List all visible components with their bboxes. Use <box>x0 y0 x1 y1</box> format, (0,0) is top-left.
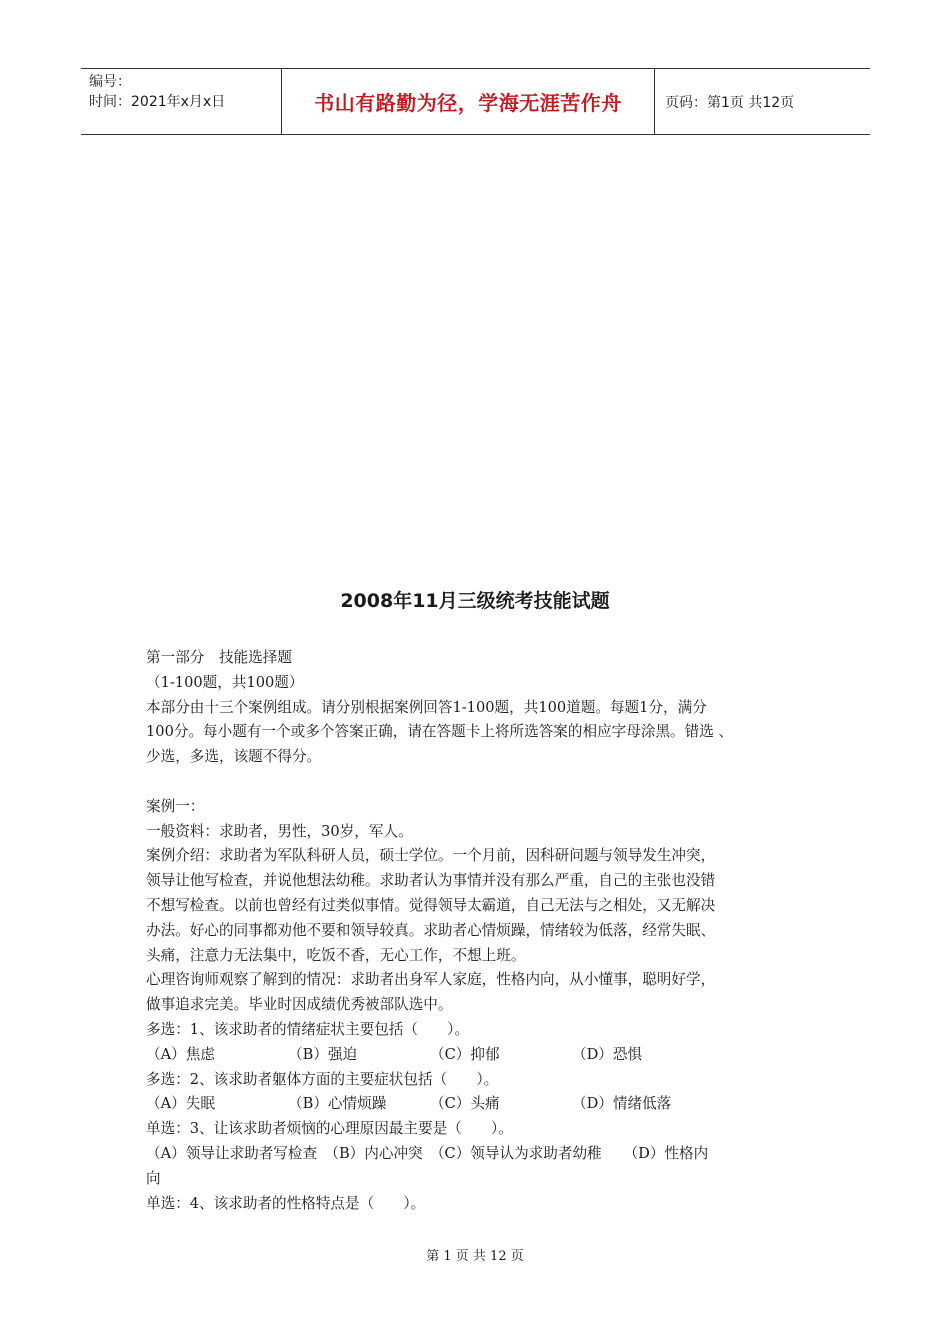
header-page-info <box>655 69 870 134</box>
case-observe-line: 心理咨询师观察了解到的情况：求助者出身军人家庭，性格内向，从小懂事，聪明好学， <box>146 971 716 989</box>
page-info: 页码：第1页 共12页 <box>665 94 795 111</box>
section-intro-2: 100分。每小题有一个或多个答案正确，请在答题卡上将所选答案的相应字母涂黑。错选 、 <box>146 723 734 741</box>
option-a: （A）焦虑 <box>146 1045 215 1063</box>
question-2-options <box>146 1092 811 1117</box>
code-label: 编号： <box>89 74 131 90</box>
section-heading: 第一部分 技能选择题 <box>146 649 292 666</box>
section-intro-3: 少选，多选，该题不得分。 <box>146 748 322 766</box>
document-body <box>146 646 811 1216</box>
document-title: 2008年11月三级统考技能试题 <box>340 590 610 612</box>
option-d: （D）情绪低落 <box>572 1095 672 1113</box>
option-b: （B）心情烦躁 <box>288 1095 387 1113</box>
case-intro-line: 不想写检查。以前也曾经有过类似事情。觉得领导太霸道，自己无法与之相处，又无解决 <box>146 896 716 914</box>
motto: 书山有路勤为径，学海无涯苦作舟 <box>314 91 622 115</box>
section-range: （1-100题，共100题） <box>146 673 304 691</box>
header-motto-cell <box>282 69 655 134</box>
option-b: （B）强迫 <box>288 1045 358 1063</box>
option-c: （C）头痛 <box>430 1095 500 1113</box>
question-1-options <box>146 1043 811 1068</box>
option-c: （C）抑郁 <box>430 1045 500 1063</box>
option-d: （D）恐惧 <box>572 1045 643 1063</box>
case-observe-line: 做事追求完美。毕业时因成绩优秀被部队选中。 <box>146 996 453 1014</box>
case-label: 案例一： <box>146 797 205 815</box>
page-header <box>81 68 870 135</box>
date-text: 时间：2021年x月x日 <box>89 94 226 110</box>
question-1-stem: 多选：1、该求助者的情绪症状主要包括（ ）。 <box>146 1020 470 1038</box>
case-intro-line: 办法。好心的同事都劝他不要和领导较真。求助者心情烦躁，情绪较为低落，经常失眠、 <box>146 921 716 939</box>
case-general: 一般资料：求助者，男性，30岁，军人。 <box>146 822 413 840</box>
page-footer: 第 1 页 共 12 页 <box>426 1249 524 1264</box>
header-meta <box>81 69 282 134</box>
case-intro-line: 案例介绍：求助者为军队科研人员，硕士学位。一个月前，因科研问题与领导发生冲突， <box>146 847 716 865</box>
case-intro-line: 头痛，注意力无法集中，吃饭不香，无心工作，不想上班。 <box>146 946 526 964</box>
question-3-options-line: 向 <box>146 1169 161 1187</box>
option-a: （A）失眠 <box>146 1095 215 1113</box>
question-2-stem: 多选：2、该求助者躯体方面的主要症状包括（ ）。 <box>146 1070 499 1088</box>
case-intro-line: 领导让他写检查，并说他想法幼稚。求助者认为事情并没有那么严重，自己的主张也没错 <box>146 872 716 890</box>
question-3-stem: 单选：3、让该求助者烦恼的心理原因最主要是（ ）。 <box>146 1120 513 1138</box>
question-4-stem: 单选：4、该求助者的性格特点是（ ）。 <box>146 1194 426 1212</box>
question-3-options-line: （A）领导让求助者写检查 （B）内心冲突 （C）领导认为求助者幼稚 （D）性格内 <box>146 1144 709 1162</box>
section-intro-1: 本部分由十三个案例组成。请分别根据案例回答1-100题，共100道题。每题1分，满分 <box>146 698 707 716</box>
